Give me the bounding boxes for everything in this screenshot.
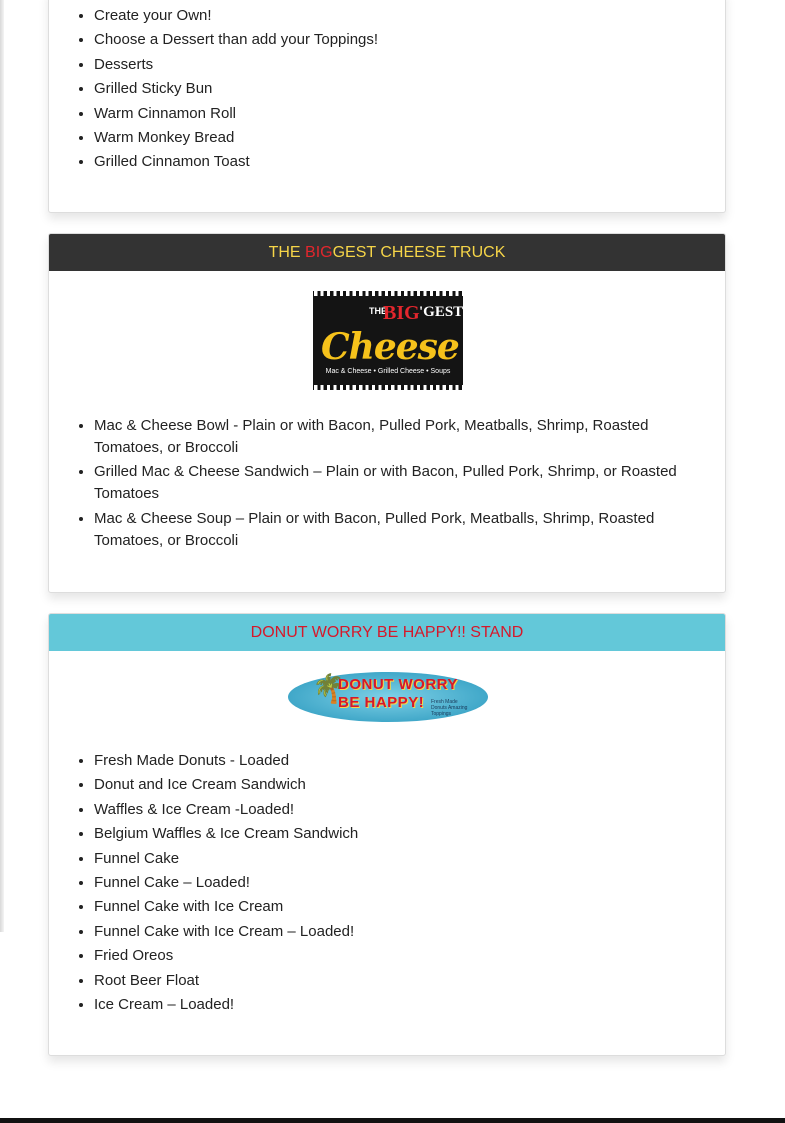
- list-item: • Funnel Cake with Ice Cream: [94, 896, 695, 918]
- donut-menu-list: [49, 750, 695, 1018]
- list-item: • Funnel Cake – Loaded!: [94, 872, 695, 894]
- logo-line-1: DONUT WORRY: [338, 676, 458, 693]
- list-item: • Funnel Cake with Ice Cream – Loaded!: [94, 921, 695, 943]
- list-item: • Grilled Sticky Bun: [94, 78, 695, 100]
- list-item: • Choose a Dessert than add your Toppings!: [94, 29, 695, 51]
- list-item: • Waffles & Ice Cream -Loaded!: [94, 799, 695, 821]
- footer-bar: [0, 1118, 785, 1123]
- desserts-menu-list: [49, 5, 695, 176]
- donut-stand-header: [49, 614, 725, 651]
- list-item: • Warm Cinnamon Roll: [94, 103, 695, 125]
- list-item: • Grilled Cinnamon Toast: [94, 151, 695, 173]
- list-item: • Fresh Made Donuts - Loaded: [94, 750, 695, 772]
- list-item: • Belgium Waffles & Ice Cream Sandwich: [94, 823, 695, 845]
- logo-line-2: BE HAPPY!: [338, 694, 425, 711]
- list-item: • Desserts: [94, 54, 695, 76]
- palm-tree-icon: 🌴: [312, 673, 347, 704]
- donut-stand-card: [48, 613, 726, 1056]
- cheese-title-highlight: BIG: [305, 244, 333, 261]
- list-item: • Grilled Mac & Cheese Sandwich – Plain or with Bacon, Pulled Pork, Shrimp, or Roasted Tomatoes: [94, 461, 695, 505]
- logo-subtitle: Mac & Cheese • Grilled Cheese • Soups: [325, 368, 451, 375]
- cheese-truck-card: [48, 233, 726, 593]
- list-item: • Mac & Cheese Bowl - Plain or with Bacon, Pulled Pork, Meatballs, Shrimp, Roasted Tomatoes, or Broccoli: [94, 415, 695, 459]
- list-item: • Donut and Ice Cream Sandwich: [94, 774, 695, 796]
- list-item: • Mac & Cheese Soup – Plain or with Bacon, Pulled Pork, Meatballs, Shrimp, Roasted Tomatoes, or Broccoli: [94, 508, 695, 552]
- desserts-card: [48, 0, 726, 213]
- biggest-cheese-logo: [313, 291, 463, 390]
- list-item: • Funnel Cake: [94, 848, 695, 870]
- page-left-edge: [0, 0, 4, 932]
- logo-big: BIG: [383, 302, 420, 324]
- cheese-title-suffix: GEST CHEESE TRUCK: [332, 244, 506, 261]
- logo-cheese: Cheese: [321, 326, 459, 368]
- list-item: • Create your Own!: [94, 5, 695, 27]
- cheese-title-prefix: THE: [268, 244, 306, 261]
- list-item: • Ice Cream – Loaded!: [94, 994, 695, 1016]
- list-item: • Warm Monkey Bread: [94, 127, 695, 149]
- cheese-truck-header: [49, 234, 725, 271]
- donut-worry-logo: [288, 670, 488, 724]
- cheese-menu-list: [49, 415, 695, 554]
- logo-gest: 'GEST: [419, 304, 464, 320]
- list-item: • Root Beer Float: [94, 970, 695, 992]
- donut-stand-title: DONUT WORRY BE HAPPY!! STAND: [250, 624, 524, 641]
- logo-the: THE: [369, 306, 387, 316]
- logo-tagline: Fresh Made Donuts Amazing Toppings: [431, 699, 468, 717]
- list-item: • Fried Oreos: [94, 945, 695, 967]
